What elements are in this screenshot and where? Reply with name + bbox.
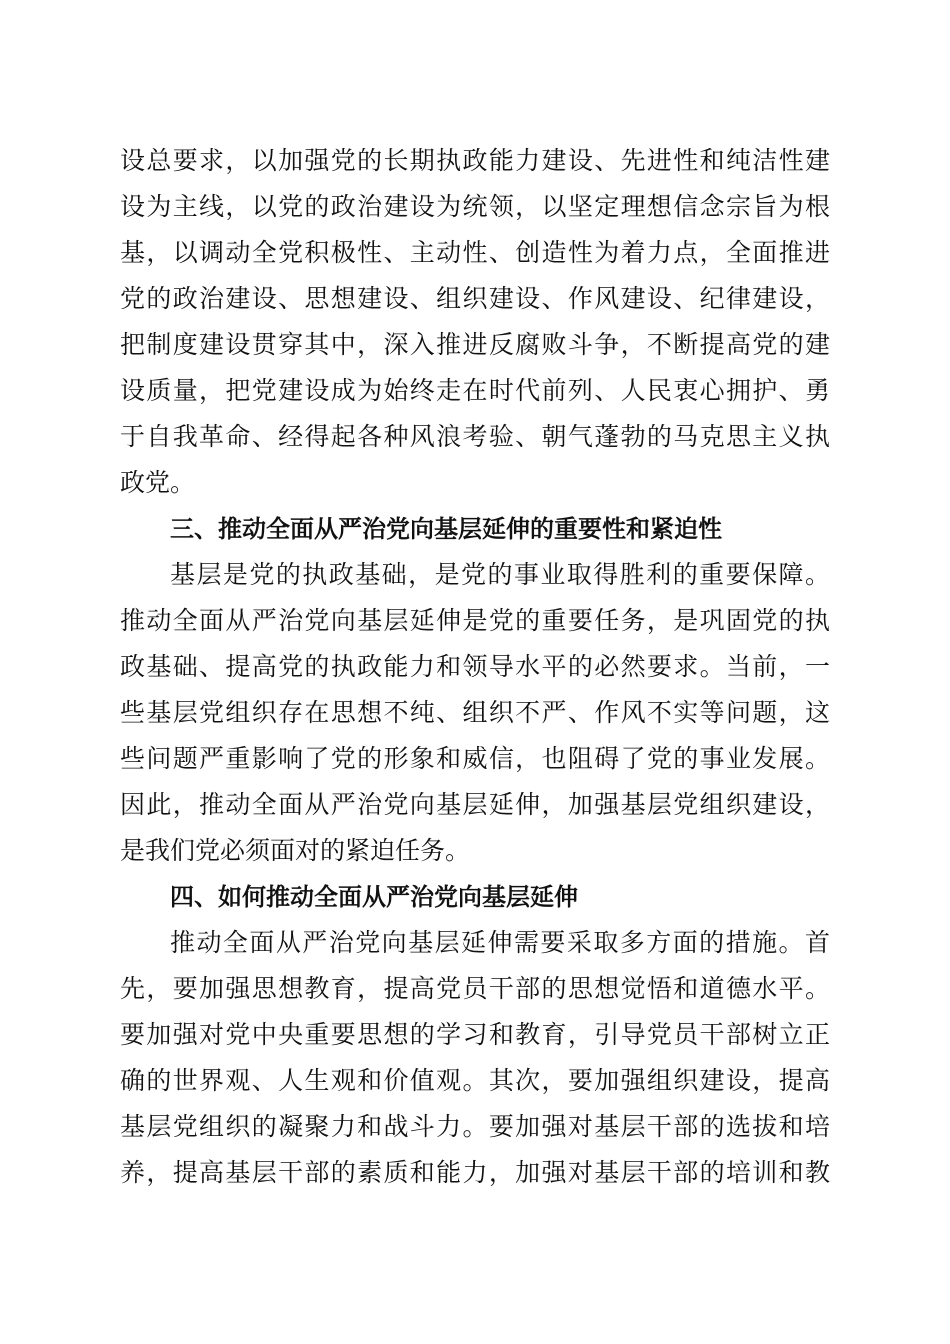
body-line: 因此，推动全面从严治党向基层延伸，加强基层党组织建设， [120, 790, 830, 819]
body-line: 先，要加强思想教育，提高党员干部的思想觉悟和道德水平。 [120, 974, 830, 1003]
body-line: 要加强对党中央重要思想的学习和教育，引导党员干部树立正 [120, 1020, 830, 1049]
section-heading-four: 四、如何推动全面从严治党向基层延伸 [170, 883, 578, 911]
body-line: 推动全面从严治党向基层延伸是党的重要任务，是巩固党的执 [120, 606, 830, 635]
body-line: 些基层党组织存在思想不纯、组织不严、作风不实等问题，这 [120, 698, 830, 727]
body-line: 基层是党的执政基础，是党的事业取得胜利的重要保障。 [170, 560, 830, 589]
body-line: 养，提高基层干部的素质和能力，加强对基层干部的培训和教 [120, 1158, 830, 1187]
body-line: 于自我革命、经得起各种风浪考验、朝气蓬勃的马克思主义执 [120, 422, 830, 451]
body-line: 把制度建设贯穿其中，深入推进反腐败斗争，不断提高党的建 [120, 330, 830, 359]
body-line: 些问题严重影响了党的形象和威信，也阻碍了党的事业发展。 [120, 744, 830, 773]
body-line: 确的世界观、人生观和价值观。其次，要加强组织建设，提高 [120, 1066, 830, 1095]
section-heading-three: 三、推动全面从严治党向基层延伸的重要性和紧迫性 [170, 515, 722, 543]
body-line: 推动全面从严治党向基层延伸需要采取多方面的措施。首 [170, 928, 830, 957]
body-line: 设质量，把党建设成为始终走在时代前列、人民衷心拥护、勇 [120, 376, 830, 405]
body-line: 党的政治建设、思想建设、组织建设、作风建设、纪律建设， [120, 284, 830, 313]
body-line: 是我们党必须面对的紧迫任务。 [120, 836, 471, 865]
body-line: 政党。 [120, 468, 196, 497]
body-line: 政基础、提高党的执政能力和领导水平的必然要求。当前，一 [120, 652, 830, 681]
body-line: 基，以调动全党积极性、主动性、创造性为着力点，全面推进 [120, 238, 830, 267]
body-line: 基层党组织的凝聚力和战斗力。要加强对基层干部的选拔和培 [120, 1112, 830, 1141]
body-line: 设总要求，以加强党的长期执政能力建设、先进性和纯洁性建 [120, 146, 830, 175]
body-line: 设为主线，以党的政治建设为统领，以坚定理想信念宗旨为根 [120, 192, 830, 221]
document-body [120, 138, 830, 1196]
